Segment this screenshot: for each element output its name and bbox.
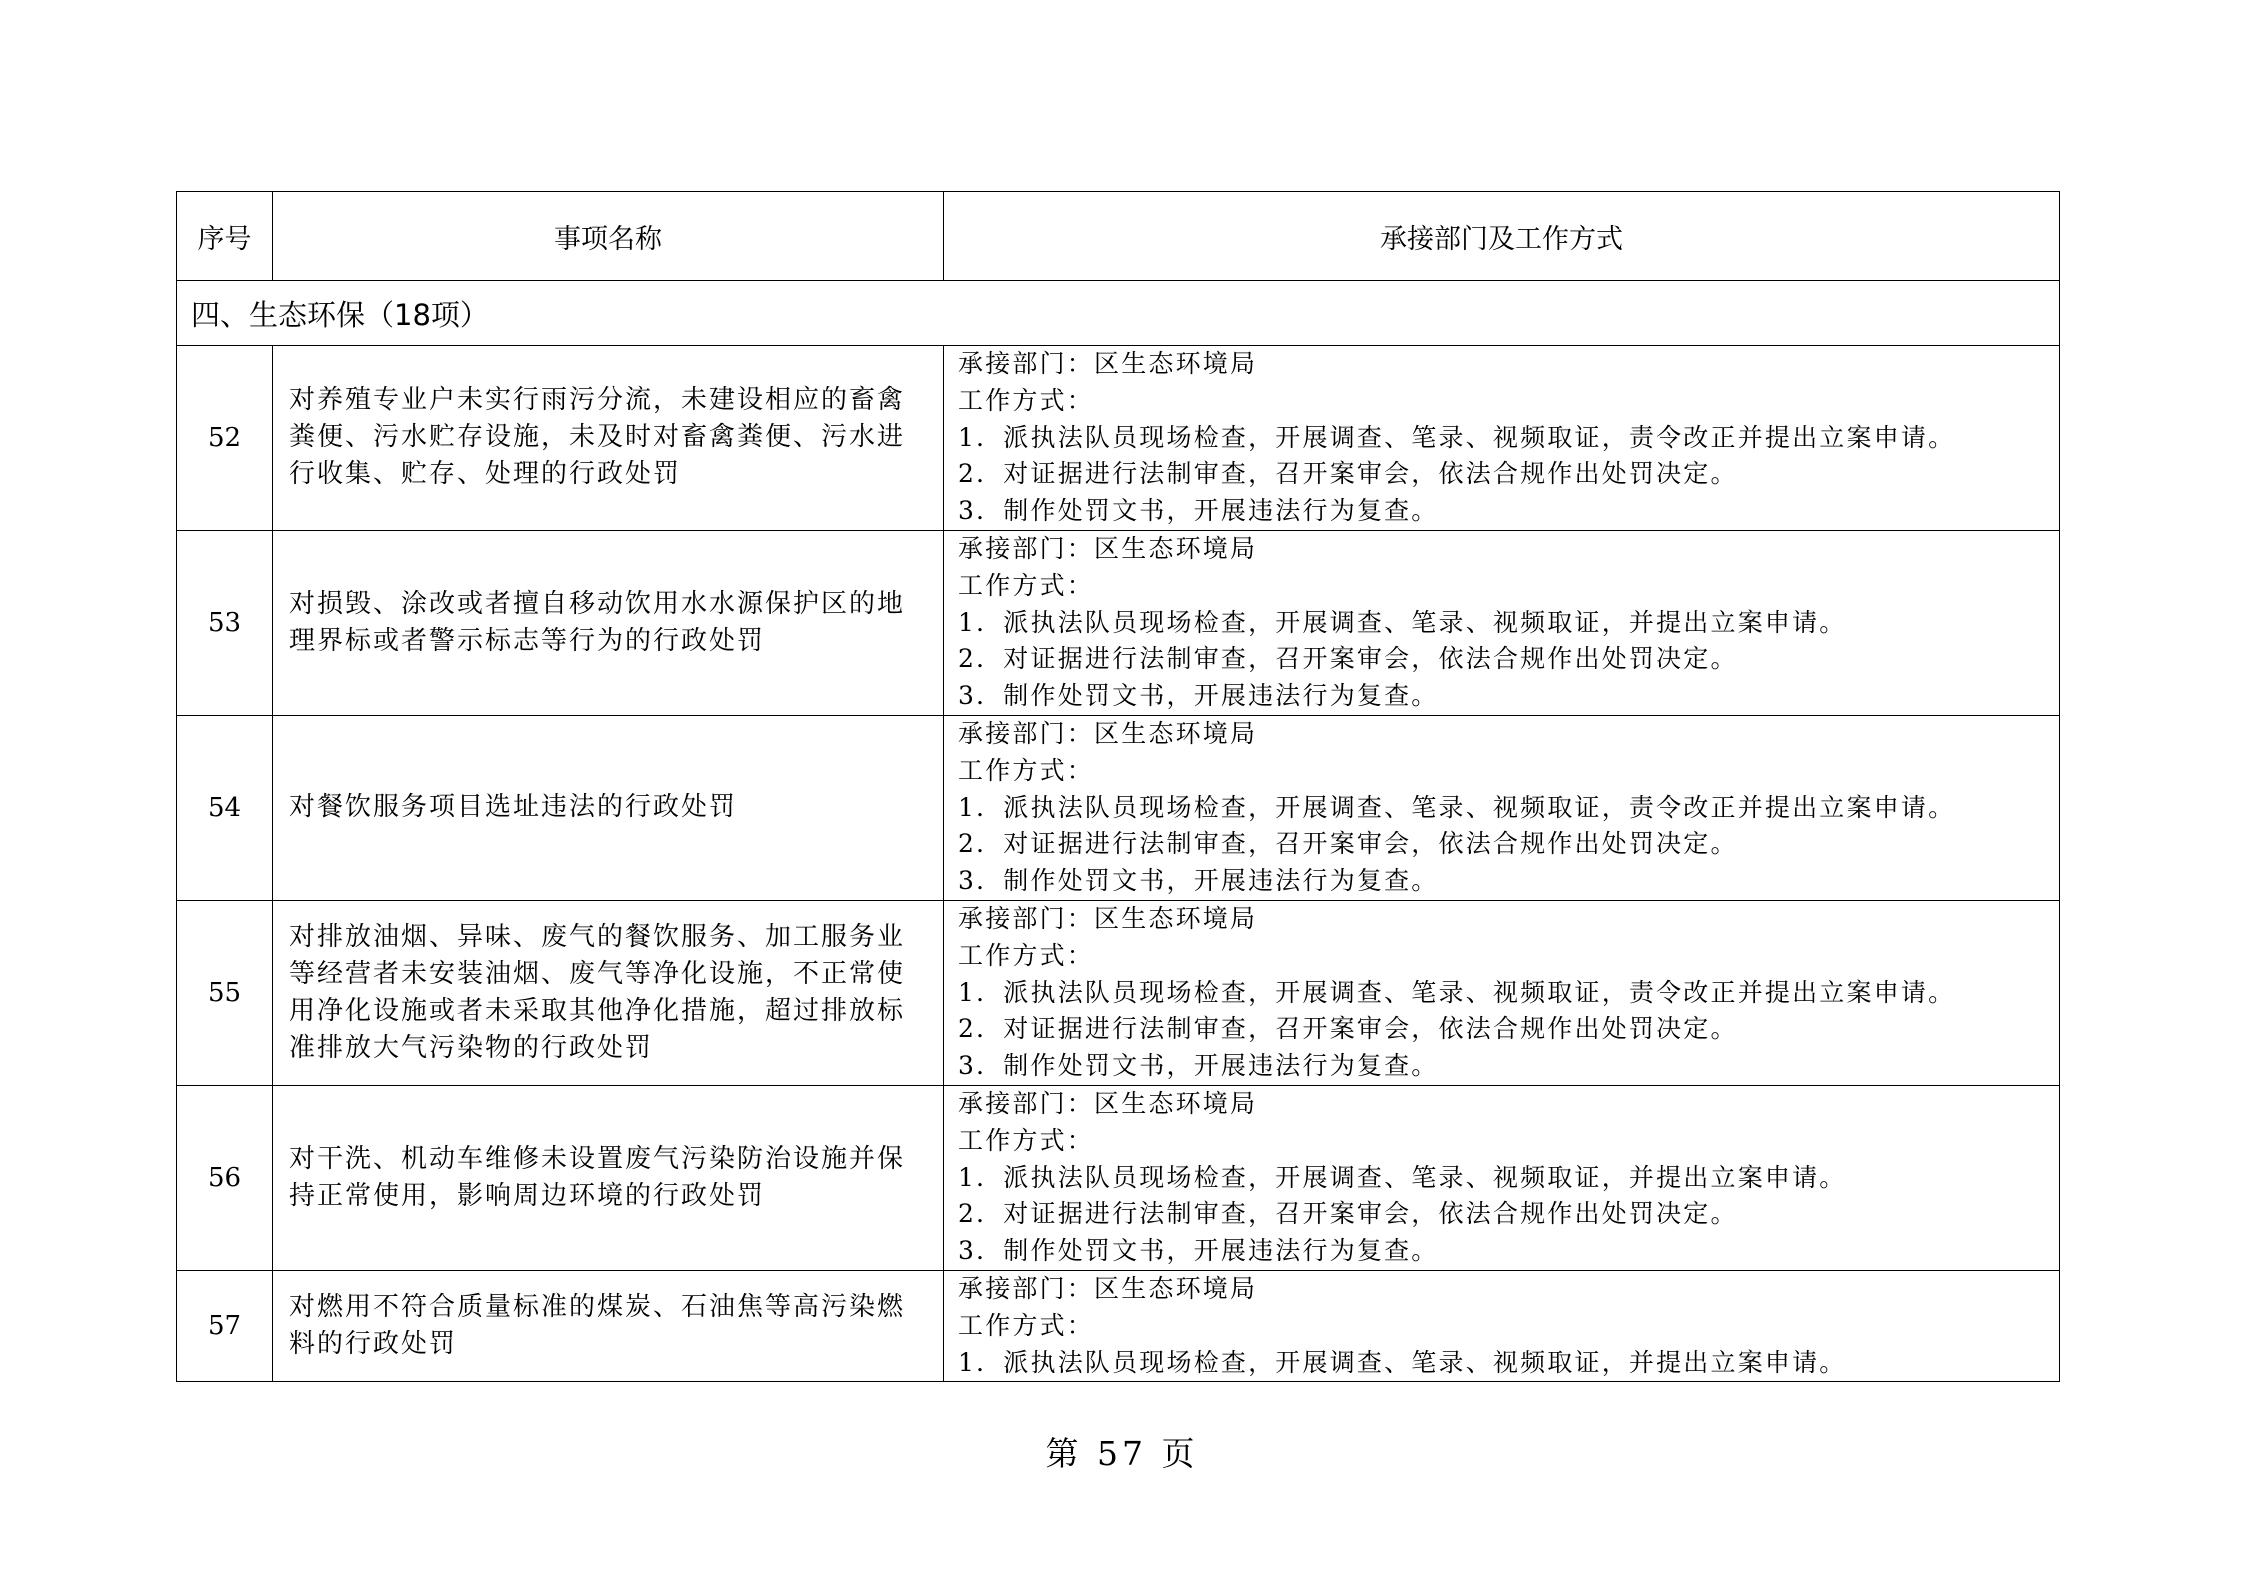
method-step-3: 3．制作处罚文书，开展违法行为复查。: [958, 866, 1439, 896]
method-step-1: 1．派执法队员现场检查，开展调查、笔录、视频取证，责令改正并提出立案申请。: [958, 792, 1956, 822]
row-matter-name: 对损毁、涂改或者擅自移动饮用水水源保护区的地理界标或者警示标志等行为的行政处罚: [273, 530, 944, 715]
method-step-1: 1．派执法队员现场检查，开展调查、笔录、视频取证，并提出立案申请。: [958, 1162, 1847, 1192]
header-serial-number: 序号: [177, 192, 273, 281]
department-line: 承接部门：区生态环境局: [958, 1273, 1258, 1303]
method-label: 工作方式：: [958, 570, 1095, 600]
matters-table: [176, 191, 2060, 1382]
row-matter-name: 对干洗、机动车维修未设置废气污染防治设施并保持正常使用，影响周边环境的行政处罚: [273, 1085, 944, 1270]
row-serial-number: 52: [177, 346, 273, 531]
table-row: [177, 1270, 2060, 1381]
row-matter-name: 对燃用不符合质量标准的煤炭、石油焦等高污染燃料的行政处罚: [273, 1270, 944, 1381]
department-line: 承接部门：区生态环境局: [958, 533, 1258, 563]
table-row: [177, 346, 2060, 531]
row-serial-number: 57: [177, 1270, 273, 1381]
header-department-and-method: 承接部门及工作方式: [944, 192, 2060, 281]
row-serial-number: 54: [177, 715, 273, 900]
method-label: 工作方式：: [958, 755, 1095, 785]
table-row: [177, 715, 2060, 900]
row-department-and-method: [944, 1085, 2060, 1270]
method-step-1: 1．派执法队员现场检查，开展调查、笔录、视频取证，责令改正并提出立案申请。: [958, 422, 1956, 452]
section-row: [177, 281, 2060, 346]
page-number: 第 57 页: [1045, 1434, 1199, 1473]
method-label: 工作方式：: [958, 940, 1095, 970]
row-serial-number: 53: [177, 530, 273, 715]
department-line: 承接部门：区生态环境局: [958, 349, 1258, 378]
department-line: 承接部门：区生态环境局: [958, 1088, 1258, 1118]
table-row: [177, 900, 2060, 1085]
method-step-2: 2．对证据进行法制审查，召开案审会，依法合规作出处罚决定。: [958, 1014, 1738, 1044]
method-step-3: 3．制作处罚文书，开展违法行为复查。: [958, 1051, 1439, 1081]
department-line: 承接部门：区生态环境局: [958, 718, 1258, 748]
row-department-and-method: [944, 1270, 2060, 1381]
method-step-3: 3．制作处罚文书，开展违法行为复查。: [958, 681, 1439, 711]
method-step-2: 2．对证据进行法制审查，召开案审会，依法合规作出处罚决定。: [958, 459, 1738, 489]
header-matter-name: 事项名称: [273, 192, 944, 281]
method-step-1: 1．派执法队员现场检查，开展调查、笔录、视频取证，并提出立案申请。: [958, 1347, 1847, 1377]
row-matter-name: 对排放油烟、异味、废气的餐饮服务、加工服务业等经营者未安装油烟、废气等净化设施，不正常使用净化设施或者未采取其他净化措施，超过排放标准排放大气污染物的行政处罚: [273, 900, 944, 1085]
table-header-row: [177, 192, 2060, 281]
method-step-2: 2．对证据进行法制审查，召开案审会，依法合规作出处罚决定。: [958, 644, 1738, 674]
method-step-3: 3．制作处罚文书，开展违法行为复查。: [958, 496, 1439, 526]
method-step-2: 2．对证据进行法制审查，召开案审会，依法合规作出处罚决定。: [958, 829, 1738, 859]
row-department-and-method: [944, 900, 2060, 1085]
method-label: 工作方式：: [958, 1125, 1095, 1155]
row-department-and-method: [944, 530, 2060, 715]
method-label: 工作方式：: [958, 1310, 1095, 1340]
method-step-1: 1．派执法队员现场检查，开展调查、笔录、视频取证，责令改正并提出立案申请。: [958, 977, 1956, 1007]
row-department-and-method: [944, 715, 2060, 900]
row-matter-name: 对餐饮服务项目选址违法的行政处罚: [273, 715, 944, 900]
method-step-1: 1．派执法队员现场检查，开展调查、笔录、视频取证，并提出立案申请。: [958, 607, 1847, 637]
row-serial-number: 55: [177, 900, 273, 1085]
row-serial-number: 56: [177, 1085, 273, 1270]
method-step-3: 3．制作处罚文书，开展违法行为复查。: [958, 1236, 1439, 1266]
department-line: 承接部门：区生态环境局: [958, 903, 1258, 933]
table-row: [177, 530, 2060, 715]
section-title: 四、生态环保（18项）: [177, 281, 2060, 346]
method-label: 工作方式：: [958, 385, 1095, 415]
table-row: [177, 1085, 2060, 1270]
method-step-2: 2．对证据进行法制审查，召开案审会，依法合规作出处罚决定。: [958, 1199, 1738, 1229]
row-matter-name: 对养殖专业户未实行雨污分流，未建设相应的畜禽粪便、污水贮存设施，未及时对畜禽粪便、污水进行收集、贮存、处理的行政处罚: [273, 346, 944, 531]
row-department-and-method: [944, 346, 2060, 531]
